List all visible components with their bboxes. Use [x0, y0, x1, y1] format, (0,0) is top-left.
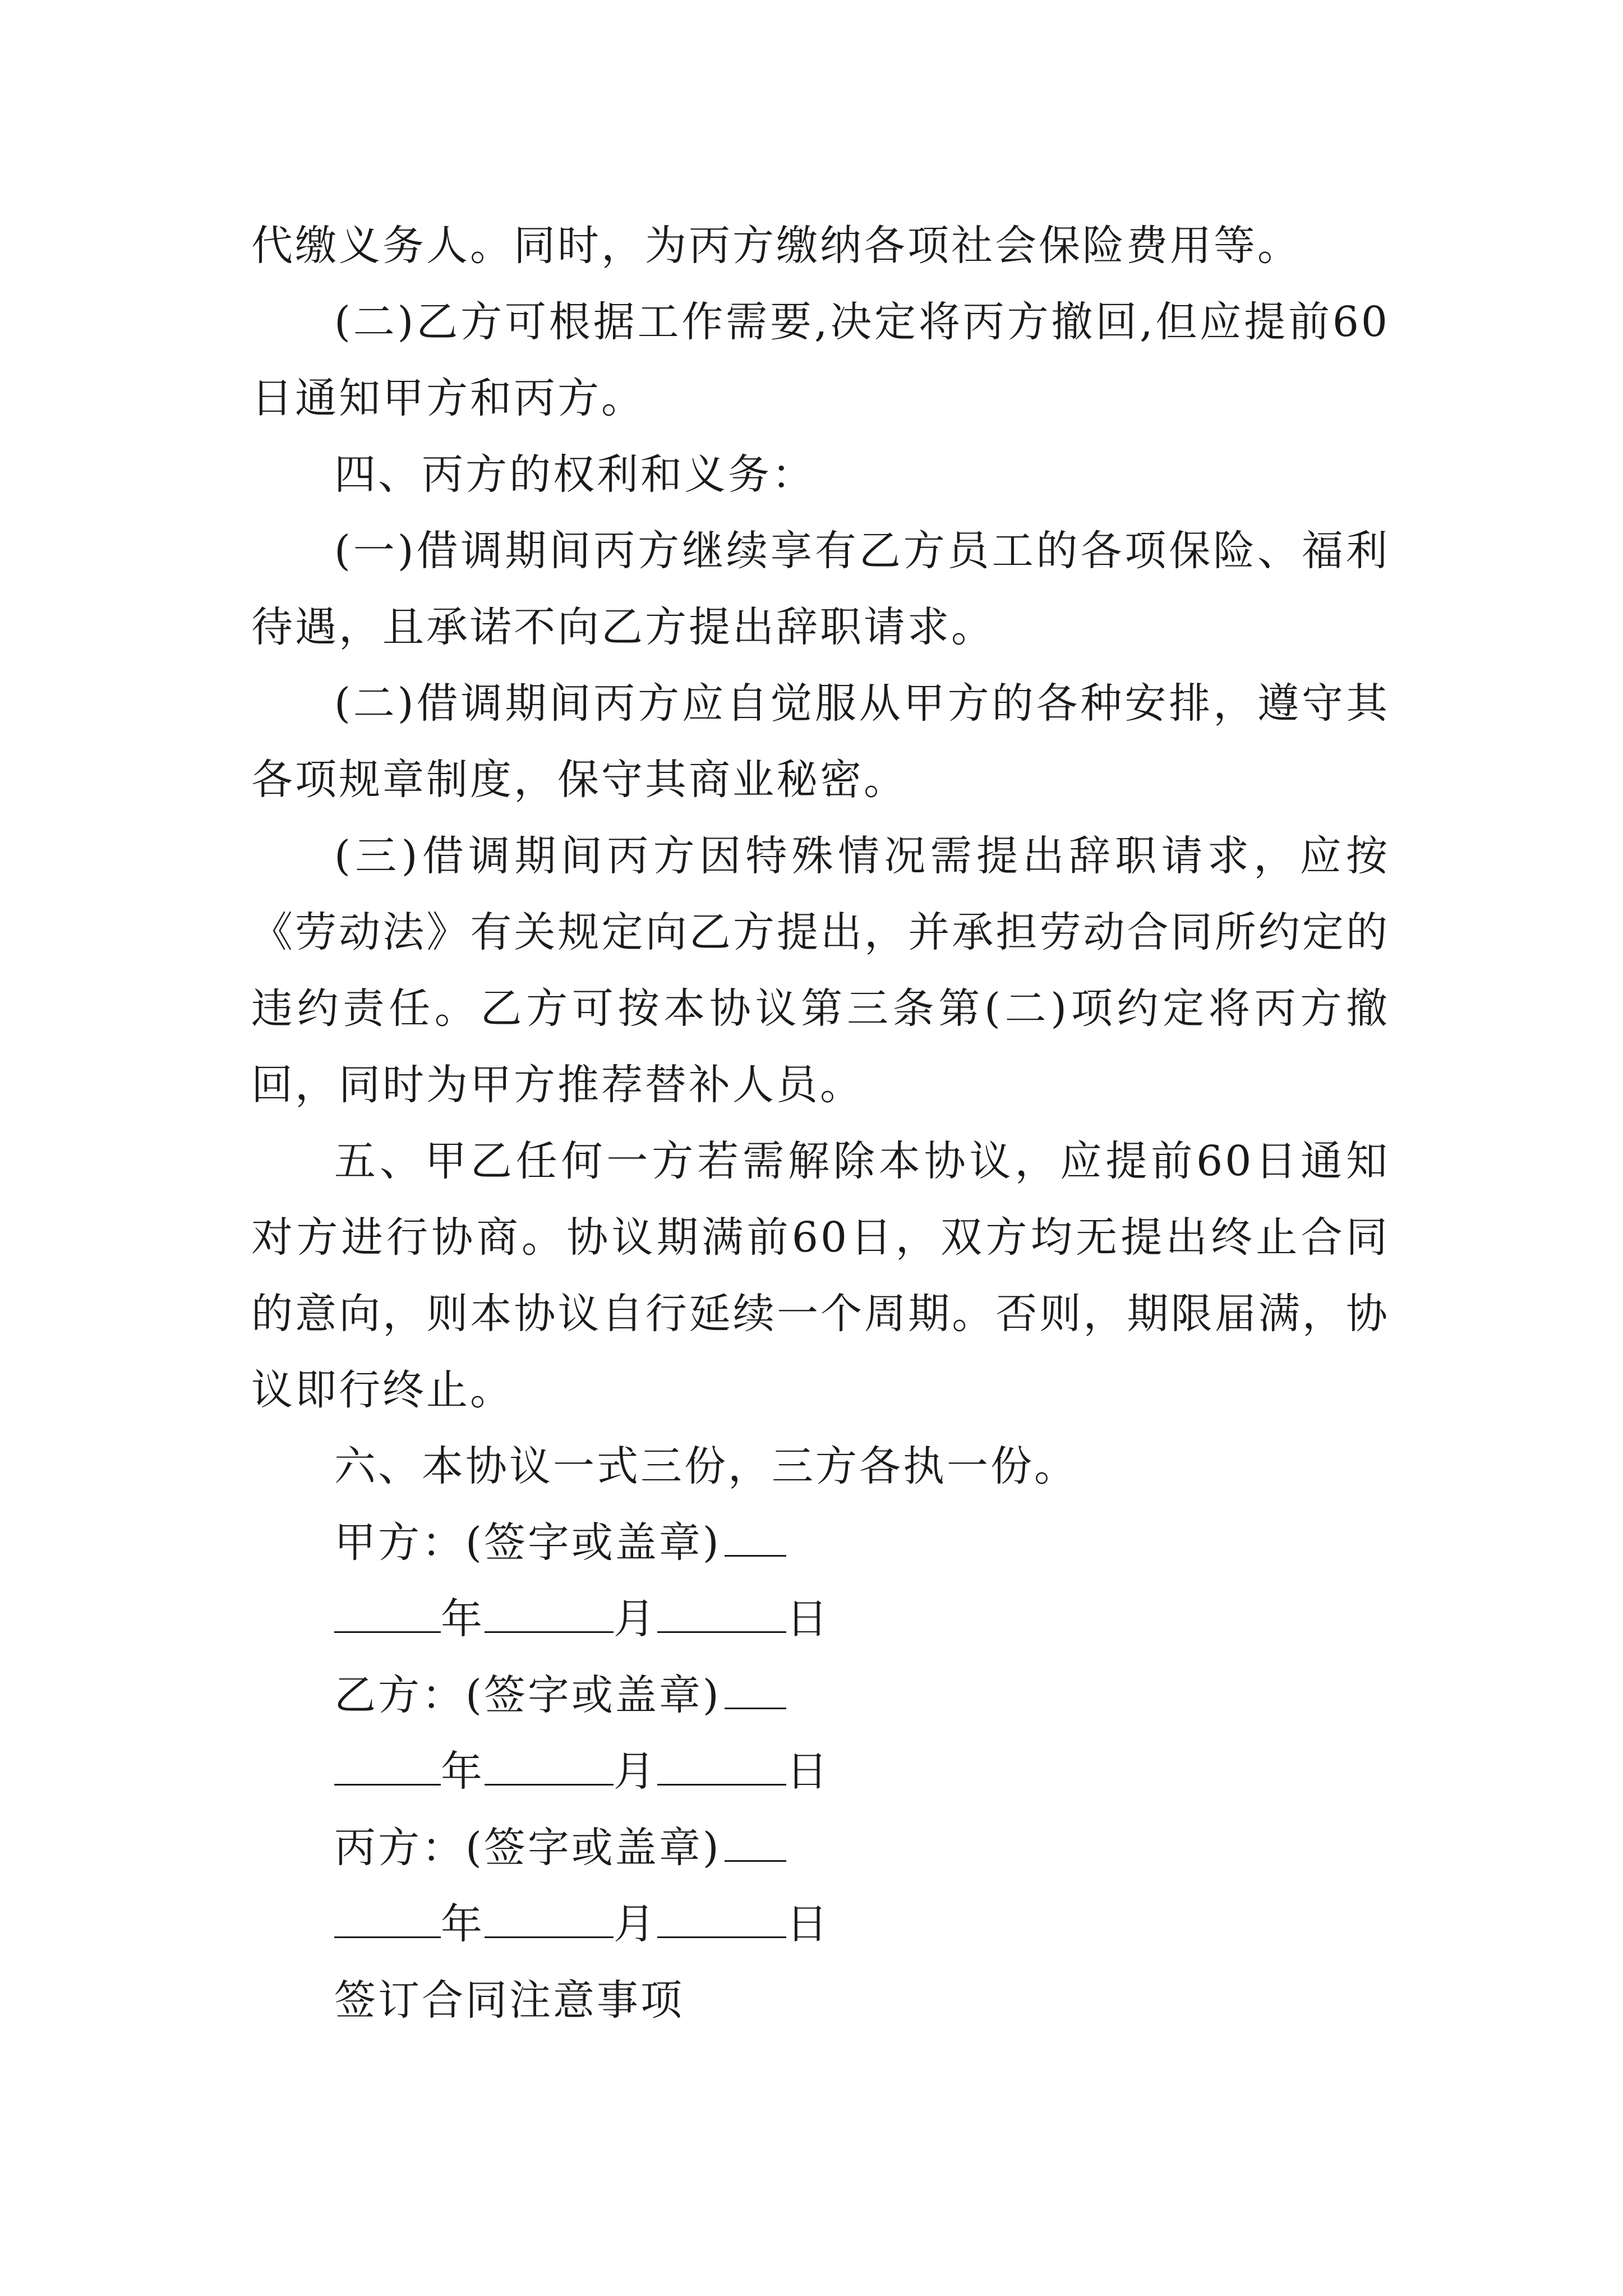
- month-label: 月: [614, 1595, 657, 1643]
- footer-heading: 签订合同注意事项: [334, 1976, 684, 2024]
- date-line-party-b: [251, 1733, 1390, 1810]
- paragraph-clause-4-3: (三)借调期间丙方因特殊情况需提出辞职请求，应按《劳动法》有关规定向乙方提出，并承担劳动合同所约定的违约责任。乙方可按本协议第三条第(二)项约定将丙方撤回，同时为甲方推荐替补人员。: [251, 832, 1390, 1109]
- paragraph-continuation: 代缴义务人。同时，为丙方缴纳各项社会保险费用等。: [251, 222, 1301, 270]
- month-blank: [485, 1595, 614, 1633]
- year-label: 年: [441, 1747, 485, 1796]
- day-blank: [657, 1901, 786, 1938]
- signature-blank: [725, 1824, 786, 1862]
- date-line-party-c: [251, 1886, 1390, 1962]
- year-blank: [334, 1748, 441, 1786]
- day-blank: [657, 1595, 786, 1633]
- signature-label: 甲方：(签字或盖章): [334, 1519, 721, 1567]
- day-blank: [657, 1748, 786, 1786]
- month-label: 月: [614, 1747, 657, 1796]
- day-label: 日: [786, 1747, 830, 1796]
- paragraph-clause-3-2: (二)乙方可根据工作需要,决定将丙方撤回,但应提前60日通知甲方和丙方。: [251, 298, 1390, 422]
- month-blank: [485, 1901, 614, 1938]
- signature-label: 乙方：(签字或盖章): [334, 1671, 721, 1719]
- signature-blank: [725, 1672, 786, 1709]
- month-label: 月: [614, 1900, 657, 1948]
- paragraph-clause-4-1: (一)借调期间丙方继续享有乙方员工的各项保险、福利待遇，且承诺不向乙方提出辞职请求。: [251, 527, 1390, 651]
- section-heading-4: 四、丙方的权利和义务：: [334, 450, 815, 499]
- year-blank: [334, 1595, 441, 1633]
- date-line-party-a: [251, 1581, 1390, 1657]
- signature-blank: [725, 1519, 786, 1557]
- paragraph-clause-4-2: (二)借调期间丙方应自觉服从甲方的各种安排，遵守其各项规章制度，保守其商业秘密。: [251, 679, 1390, 804]
- document-body: [251, 208, 1390, 2039]
- year-label: 年: [441, 1900, 485, 1948]
- year-label: 年: [441, 1595, 485, 1643]
- paragraph-section-6: 六、本协议一式三份，三方各执一份。: [334, 1442, 1078, 1490]
- year-blank: [334, 1901, 441, 1938]
- signature-party-c: [251, 1810, 1390, 1886]
- signature-party-b: [251, 1657, 1390, 1733]
- day-label: 日: [786, 1595, 830, 1643]
- signature-label: 丙方：(签字或盖章): [334, 1824, 721, 1872]
- signature-party-a: [251, 1504, 1390, 1581]
- day-label: 日: [786, 1900, 830, 1948]
- month-blank: [485, 1748, 614, 1786]
- paragraph-section-5: 五、甲乙任何一方若需解除本协议，应提前60日通知对方进行协商。协议期满前60日，双方均无提出终止合同的意向，则本协议自行延续一个周期。否则，期限届满，协议即行终止。: [251, 1137, 1390, 1414]
